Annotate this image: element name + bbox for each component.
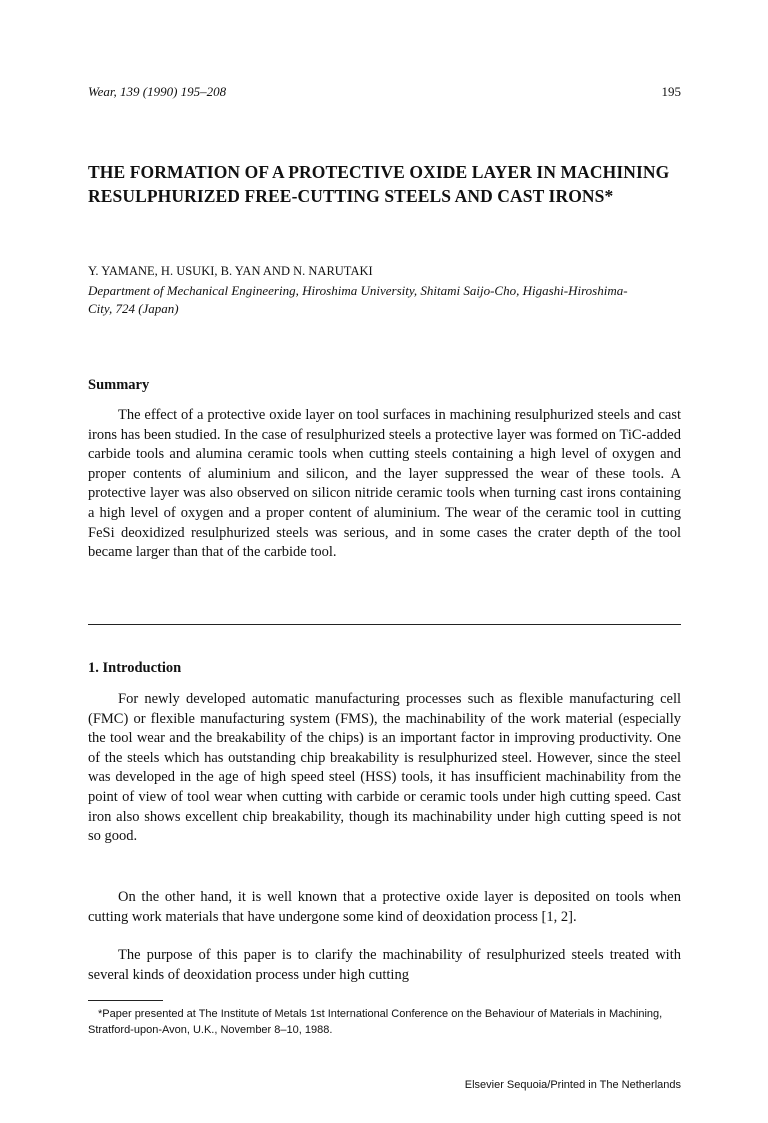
footnote-rule bbox=[88, 1000, 163, 1001]
summary-text: The effect of a protective oxide layer on tool surfaces in machining resulphurized steels and cast irons has been studied. In the case of resulphurized steels a protective layer was formed on TiC-added carbide tools and alumina ceramic tools when cutting steels containing a high level of oxygen and proper contents of aluminium and silicon, and the layer suppressed the wear of these tools. A protective layer was also observed on silicon nitride ceramic tools when turning cast irons containing a high level of oxygen and a proper content of aluminium. The wear of the ceramic tool in cutting FeSi deoxidized resulphurized steels was serious, and in some cases the crater depth of the tool became larger than that of the carbide tool. bbox=[88, 407, 681, 561]
section-divider bbox=[88, 624, 681, 625]
footnote: *Paper presented at The Institute of Metals 1st International Conference on the Behaviour of Materials in Machining, Stratford-upon-Avon, U.K., November 8–10, 1988. bbox=[88, 1008, 663, 1036]
paper-title: THE FORMATION OF A PROTECTIVE OXIDE LAYER IN MACHINING RESULPHURIZED FREE-CUTTING STEELS AND CAST IRONS* bbox=[88, 162, 670, 206]
publisher-imprint: Elsevier Sequoia/Printed in The Netherlands bbox=[464, 1079, 681, 1091]
introduction-paragraph: For newly developed automatic manufacturing processes such as flexible manufacturing cell (FMC) or flexible manufacturing system (FMS), the machinability of the work material (especially the tool wear and the breakability of the chips) is an important factor in improving productivity. One of the steels which has outstanding chip breakability is resulphurized steel. However, since the steel was developed in the age of high speed steel (HSS) tools, it has insufficient machinability from the point of view of tool wear when cutting with carbide or ceramic tools under high cutting speed. Cast iron also shows excellent chip breakability, though its machinability under high cutting speed is not so good. bbox=[88, 691, 681, 845]
introduction-heading: 1. Introduction bbox=[88, 660, 182, 676]
journal-citation: Wear, 139 (1990) 195–208 bbox=[88, 84, 227, 99]
summary-heading: Summary bbox=[88, 377, 150, 393]
running-header bbox=[88, 84, 681, 100]
introduction-paragraph: On the other hand, it is well known that a protective oxide layer is deposited on tools when cutting work materials that have undergone some kind of deoxidation process [1, 2]. bbox=[88, 889, 681, 925]
author-list: Y. YAMANE, H. USUKI, B. YAN AND N. NARUTAKI bbox=[88, 264, 373, 278]
page-number: 195 bbox=[661, 84, 681, 99]
author-affiliation: Department of Mechanical Engineering, Hiroshima University, Shitami Saijo-Cho, Higashi-Hiroshima-City, 724 (Japan) bbox=[88, 283, 628, 316]
introduction-paragraph: The purpose of this paper is to clarify the machinability of resulphurized steels treated with several kinds of deoxidation process under high cutting bbox=[88, 947, 681, 983]
